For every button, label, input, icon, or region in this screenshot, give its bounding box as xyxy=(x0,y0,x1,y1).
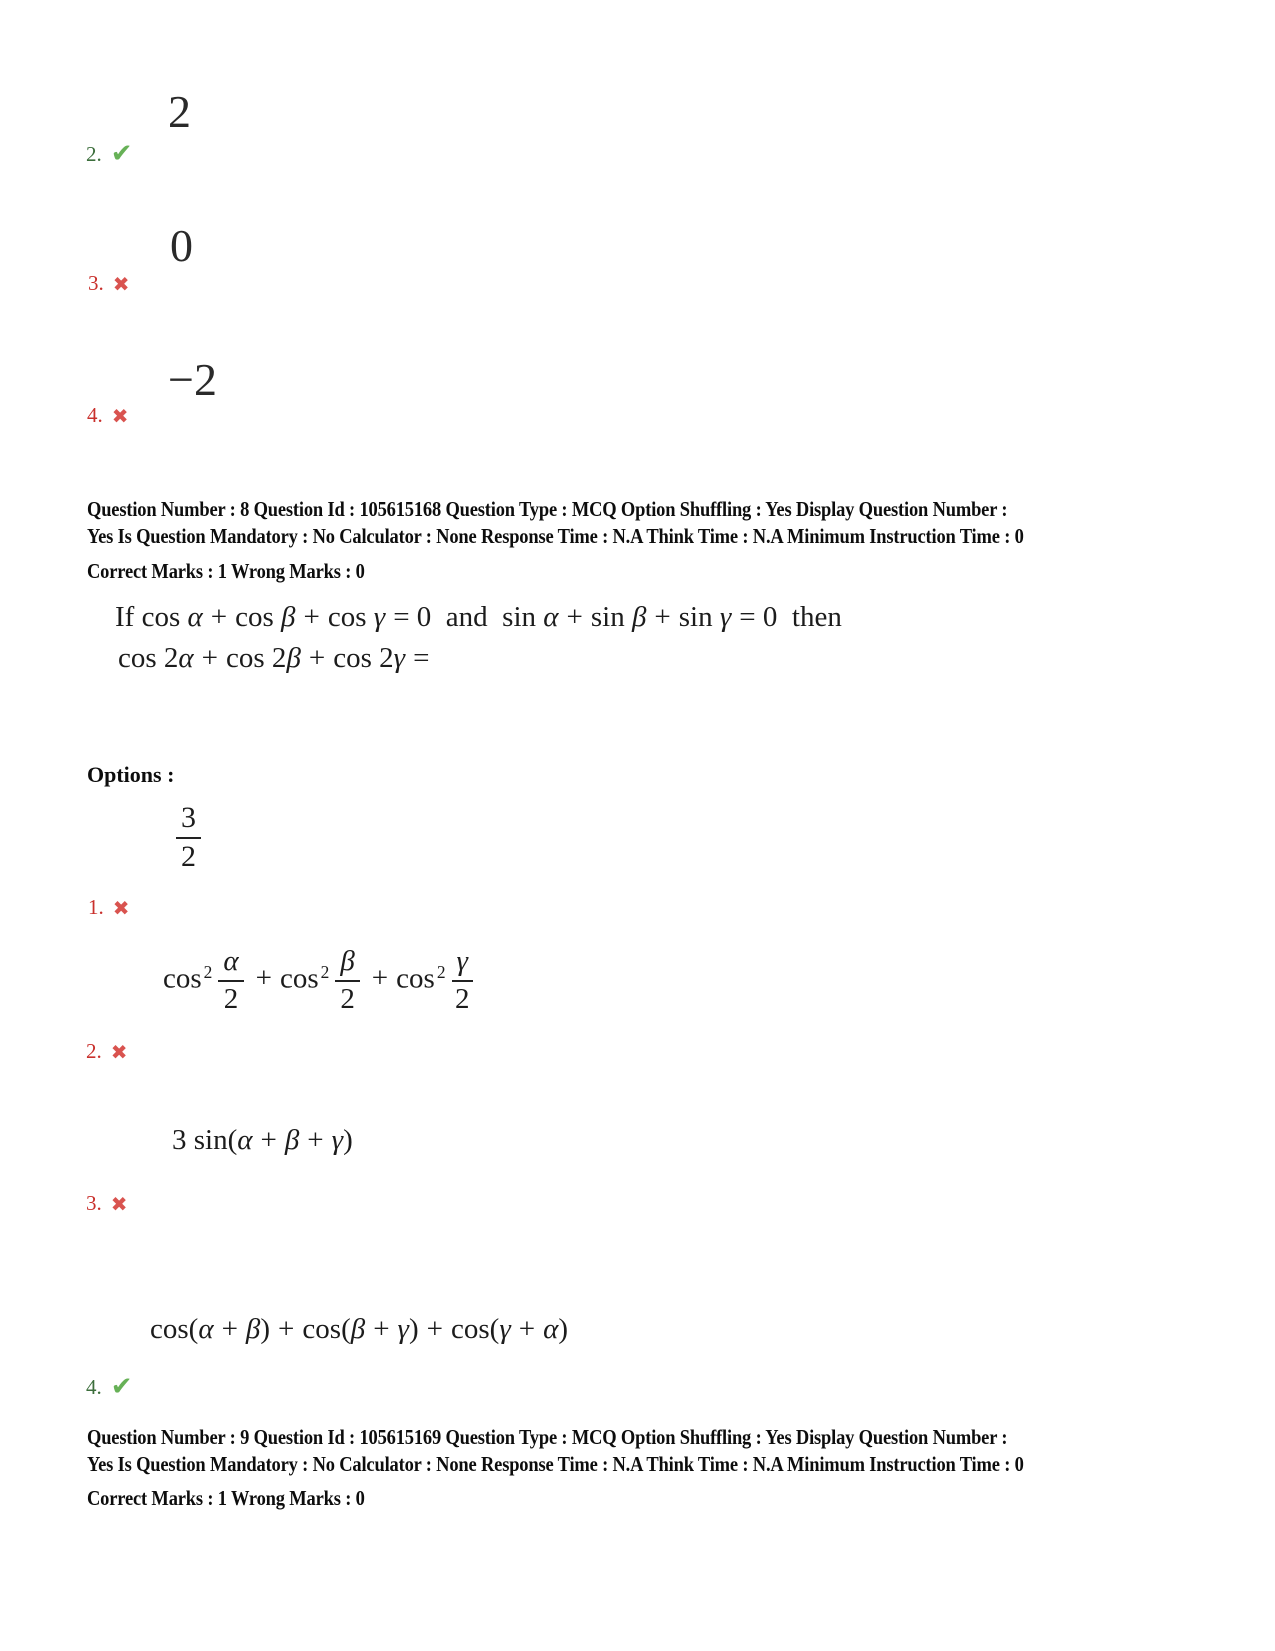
options-heading: Options : xyxy=(87,762,175,787)
option-number: 2. xyxy=(86,1039,102,1063)
wrong-cross-icon: ✖ xyxy=(112,271,130,296)
option-3-marker xyxy=(86,1191,128,1216)
option-4-marker xyxy=(86,1374,133,1400)
option-3-formula: 3 sin(α + β + γ) xyxy=(172,1124,353,1156)
option-number: 2. xyxy=(86,141,102,166)
question8-stem-line1: If cos α + cos β + cos γ = 0 and sin α + sin β + sin γ = 0 then xyxy=(115,601,842,633)
meta-line-2: Yes Is Question Mandatory : No Calculator : None Response Time : N.A Think Time : N.A Minimum Instruction Time : 0 xyxy=(87,524,1024,548)
prev-option-2-value: 2 xyxy=(168,86,191,137)
option-number: 1. xyxy=(88,895,104,919)
question8-marks: Correct Marks : 1 Wrong Marks : 0 xyxy=(87,559,365,583)
wrong-cross-icon: ✖ xyxy=(112,895,130,920)
prev-option-3-marker xyxy=(88,271,130,296)
option-2-marker xyxy=(86,1039,128,1064)
correct-check-icon: ✔ xyxy=(110,1372,133,1402)
meta-line-2: Yes Is Question Mandatory : No Calculator : None Response Time : N.A Think Time : N.A Minimum Instruction Time : 0 xyxy=(87,1452,1024,1476)
option-1-formula: $\frac{3}{2}$ xyxy=(172,802,205,874)
prev-option-2-marker xyxy=(86,141,133,167)
prev-option-4-marker xyxy=(87,403,129,428)
question9-marks: Correct Marks : 1 Wrong Marks : 0 xyxy=(87,1486,365,1510)
option-4-formula: cos(α + β) + cos(β + γ) + cos(γ + α) xyxy=(150,1313,569,1345)
option-2-formula: cos $^2$ $\frac{\alpha}{2}$ + cos $^2$ $\frac{\beta}{2}$ + cos $^2$ $\frac{\gamma}{2}$ xyxy=(163,946,477,1016)
question8-stem-line2: cos 2α + cos 2β + cos 2γ = xyxy=(118,642,430,674)
question9-meta xyxy=(87,1424,1024,1478)
wrong-cross-icon: ✖ xyxy=(110,1191,128,1216)
option-number: 4. xyxy=(86,1374,102,1399)
option-number: 3. xyxy=(88,271,104,295)
option-number: 4. xyxy=(87,403,103,427)
wrong-cross-icon: ✖ xyxy=(110,1039,128,1064)
correct-check-icon: ✔ xyxy=(110,139,133,169)
prev-option-4-value: −2 xyxy=(168,354,217,405)
option-1-marker xyxy=(88,895,130,920)
meta-line-1: Question Number : 9 Question Id : 105615169 Question Type : MCQ Option Shuffling : Yes Display Question Number : xyxy=(87,1425,1008,1449)
option-number: 3. xyxy=(86,1191,102,1215)
prev-option-3-value: 0 xyxy=(170,220,193,271)
wrong-cross-icon: ✖ xyxy=(111,403,129,428)
question8-meta xyxy=(87,496,1024,550)
meta-line-1: Question Number : 8 Question Id : 105615168 Question Type : MCQ Option Shuffling : Yes Display Question Number : xyxy=(87,497,1008,521)
